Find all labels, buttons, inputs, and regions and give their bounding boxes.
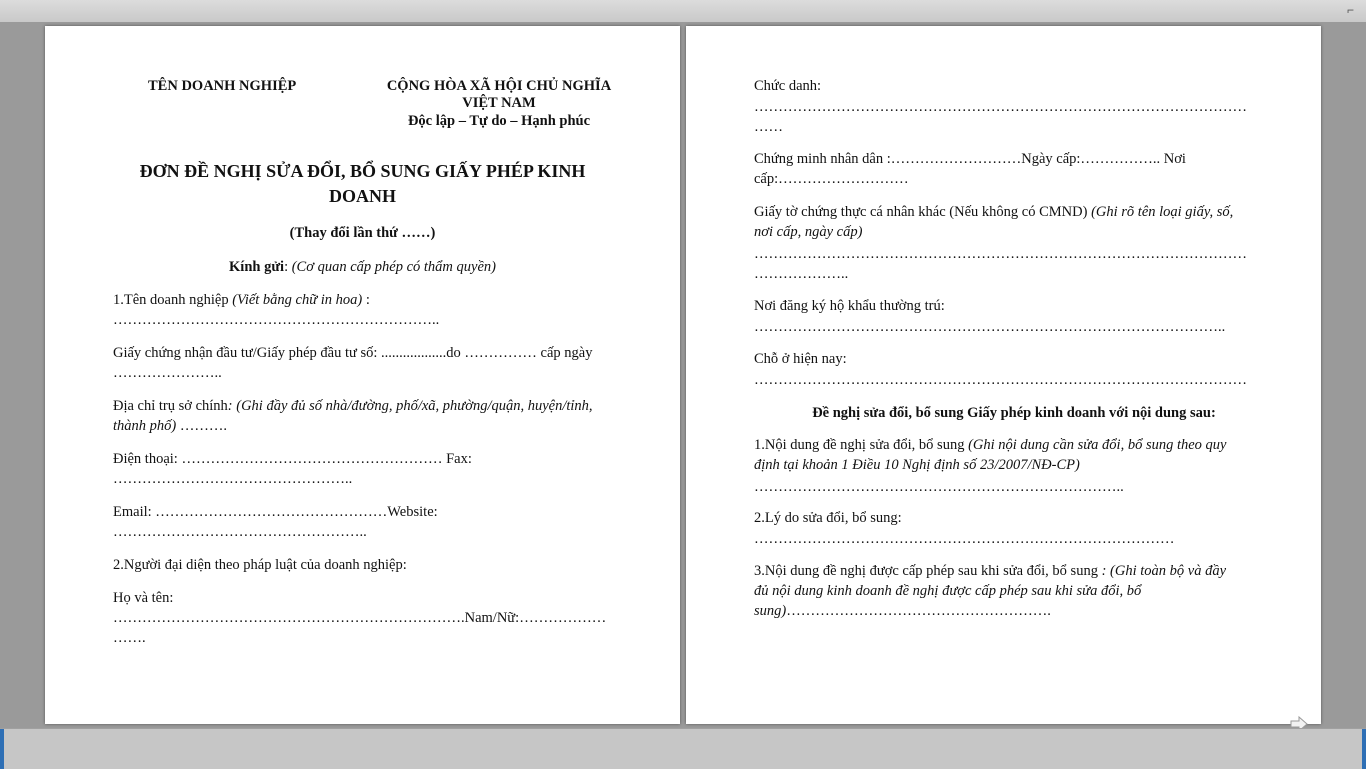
header-country-line-1: CỘNG HÒA XÃ HỘI CHỦ NGHĨA xyxy=(386,78,612,94)
investment-certificate-line-2[interactable]: ………………….. xyxy=(113,365,222,381)
top-toolbar xyxy=(0,0,1366,23)
job-title-label: Chức danh: xyxy=(754,78,822,94)
other-id-hint: (Ghi rõ tên loại giấy, số, xyxy=(1091,204,1234,220)
company-name-field-label xyxy=(113,290,370,310)
form-title-line-2: DOANH xyxy=(329,186,396,206)
document-workspace[interactable] xyxy=(0,22,1366,728)
head-office-address-blank[interactable]: ………. xyxy=(176,418,227,434)
company-name-blank[interactable]: ………………………………………………………….. xyxy=(113,312,440,328)
right-accent-strip xyxy=(1362,729,1366,769)
full-name-gender-line-2[interactable]: ……. xyxy=(113,630,146,646)
recipient-label: Kính gửi xyxy=(229,259,285,275)
phone-fax-line-2[interactable]: ………………………………………….. xyxy=(113,471,353,487)
legal-representative-heading: 2.Người đại diện theo pháp luật của doanh nghiệp: xyxy=(113,557,407,573)
current-residence-label: Chỗ ở hiện nay: xyxy=(754,351,847,367)
licensed-content-blank[interactable]: ………………………………………………. xyxy=(786,603,1051,619)
head-office-address-label: Địa chỉ trụ sở chính xyxy=(113,398,228,414)
company-name-label: 1.Tên doanh nghiệp xyxy=(113,292,233,308)
email-website-line-1[interactable]: Email: …………………………………………Website: xyxy=(113,504,438,520)
other-id-line-1 xyxy=(754,202,1233,222)
licensed-content-hint-3: sung) xyxy=(754,603,787,619)
header-company-name: TÊN DOANH NGHIỆP xyxy=(148,78,297,94)
id-card-line-2[interactable]: cấp:……………………… xyxy=(754,171,909,187)
head-office-address-hint-2: thành phố) xyxy=(113,418,177,434)
licensed-content-label: 3.Nội dung đề nghị được cấp phép sau khi sửa đổi, bổ sung xyxy=(754,563,1102,579)
recipient-line xyxy=(45,257,680,277)
document-page-right xyxy=(686,26,1321,724)
head-office-address-hint: : (Ghi đầy đủ số nhà/đường, phố/xã, phường/quận, huyện/tỉnh, xyxy=(227,398,593,414)
recipient-colon: : xyxy=(284,259,292,275)
amendment-content-hint-2: định tại khoản 1 Điều 10 Nghị định số 23/2007/NĐ-CP) xyxy=(754,457,1080,473)
current-residence-blank[interactable]: ………………………………………………………………………………………… xyxy=(754,372,1247,388)
full-name-label: Họ và tên: xyxy=(113,590,174,606)
id-card-line-1[interactable]: Chứng minh nhân dân :………………………Ngày cấp:…………….. Nơi xyxy=(754,151,1186,167)
amendment-content-hint: (Ghi nội dung cần sửa đổi, bổ sung theo quy xyxy=(968,437,1227,453)
toolbar-marker[interactable]: ⌐ xyxy=(1346,3,1354,17)
recipient-value: (Cơ quan cấp phép có thẩm quyền) xyxy=(291,259,496,275)
full-name-gender-line[interactable]: ……………………………………………………………….Nam/Nữ:……………… xyxy=(113,610,607,626)
company-name-colon: : xyxy=(362,292,370,308)
licensed-content-line-3[interactable] xyxy=(754,601,1051,621)
document-page-left xyxy=(45,26,680,724)
job-title-blank-2[interactable]: …… xyxy=(754,119,783,135)
licensed-content-line-1 xyxy=(754,561,1226,581)
investment-certificate-line-1[interactable]: Giấy chứng nhận đầu tư/Giấy phép đầu tư số: ..................do …………… cấp ngày xyxy=(113,345,593,361)
licensed-content-hint: : (Ghi toàn bộ và đầy xyxy=(1101,563,1227,579)
head-office-address-line-2[interactable] xyxy=(113,416,227,436)
company-name-hint: (Viết bằng chữ in hoa) xyxy=(232,292,363,308)
amendment-content-label: 1.Nội dung đề nghị sửa đổi, bổ sung xyxy=(754,437,969,453)
amendment-content-blank[interactable]: ………………………………………………………………….. xyxy=(754,479,1124,495)
licensed-content-hint-2: đủ nội dung kinh doanh đề nghị được cấp phép sau khi sửa đổi, bổ xyxy=(754,583,1142,599)
other-id-blank[interactable]: ………………………………………………………………………………………… xyxy=(754,246,1247,262)
bottom-status-bar xyxy=(0,728,1366,769)
amendment-reason-blank[interactable]: …………………………………………………………………………… xyxy=(754,531,1175,547)
job-title-blank[interactable]: ………………………………………………………………………………………… xyxy=(754,99,1247,115)
other-id-label: Giấy tờ chứng thực cá nhân khác (Nếu không có CMND) xyxy=(754,204,1092,220)
form-title-line-1: ĐƠN ĐỀ NGHỊ SỬA ĐỔI, BỔ SUNG GIẤY PHÉP KINH xyxy=(139,161,586,181)
amendment-content-line-1 xyxy=(754,435,1227,455)
permanent-residence-label: Nơi đăng ký hộ khẩu thường trú: xyxy=(754,298,945,314)
left-accent-strip xyxy=(0,729,4,769)
head-office-address-line-1 xyxy=(113,396,593,416)
form-subtitle: (Thay đổi lần thứ ……) xyxy=(289,225,436,241)
header-country-line-2: VIỆT NAM xyxy=(462,95,536,111)
phone-fax-line-1[interactable]: Điện thoại: ……………………………………………… Fax: xyxy=(113,451,472,467)
amendment-reason-label: 2.Lý do sửa đổi, bổ sung: xyxy=(754,510,902,526)
other-id-blank-2[interactable]: ……………….. xyxy=(754,266,849,282)
header-motto: Độc lập – Tự do – Hạnh phúc xyxy=(407,113,591,129)
other-id-hint-2: nơi cấp, ngày cấp) xyxy=(754,224,863,240)
permanent-residence-blank[interactable]: …………………………………………………………………………………….. xyxy=(754,319,1226,335)
email-website-line-2[interactable]: …………………………………………….. xyxy=(113,524,367,540)
request-content-heading: Đề nghị sửa đổi, bổ sung Giấy phép kinh doanh với nội dung sau: xyxy=(812,405,1216,421)
